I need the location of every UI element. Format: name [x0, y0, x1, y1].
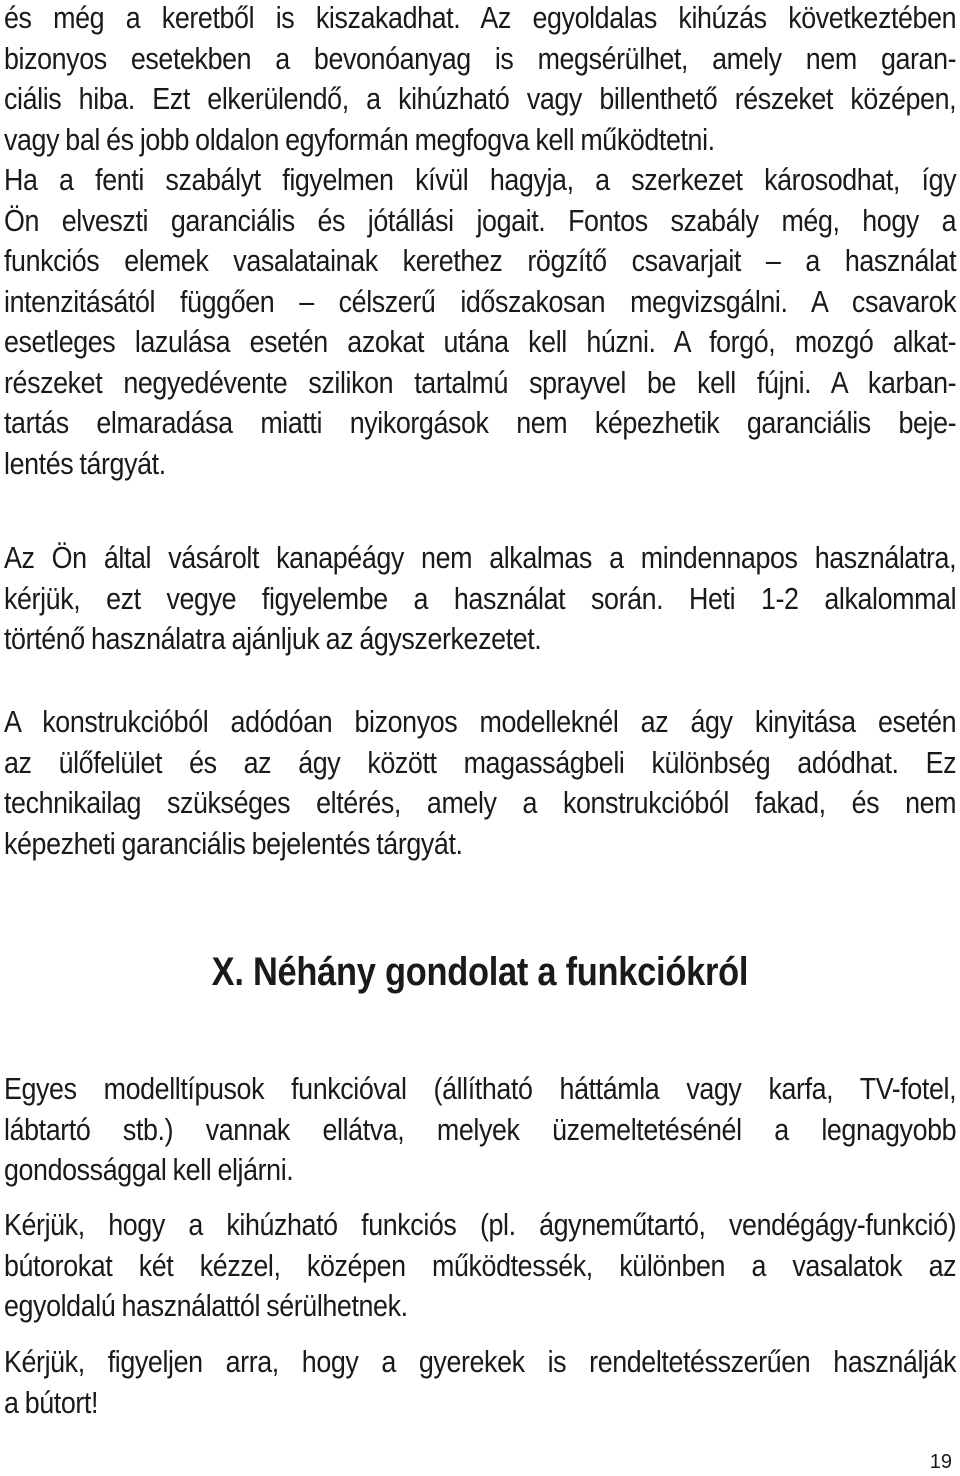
- section-heading-text: X. Néhány gondolat a funkciókról: [211, 950, 749, 994]
- text-line: a bútort!: [4, 1385, 99, 1420]
- text-line: Ha a fenti szabályt figyelmen kívül hagyja, a szerkezet károsodhat, így: [4, 163, 957, 197]
- text-line: tartás elmaradása miatti nyikorgások nem képezhetik garanciális beje-: [4, 406, 957, 440]
- text-line: Egyes modelltípusok funkcióval (állítható háttámla vagy karfa, TV-fotel,: [4, 1072, 957, 1106]
- text-line: funkciós elemek vasalatainak kerethez rögzítő csavarjait – a használat: [4, 244, 957, 278]
- text-line: technikailag szükséges eltérés, amely a konstrukcióból fakad, és nem: [4, 786, 957, 820]
- text-line: lábtartó stb.) vannak ellátva, melyek üzemeltetésénél a legnagyobb: [4, 1112, 957, 1147]
- paragraph-kanapeagy-hasznalat: [4, 538, 956, 660]
- text-line: Ön elveszti garanciális és jótállási jogait. Fontos szabály még, hogy a: [4, 203, 957, 238]
- text-line: intenzitásától függően – célszerű időszakosan megvizsgálni. A csavarok: [4, 284, 957, 319]
- text-line: gondossággal kell eljárni.: [4, 1153, 294, 1187]
- text-line: Kérjük, figyeljen arra, hogy a gyerekek is rendeltetésszerűen használják: [4, 1345, 957, 1379]
- text-line: vagy bal és jobb oldalon egyformán megfogva kell működtetni.: [4, 122, 715, 157]
- section-heading: [4, 945, 956, 999]
- text-line: lentés tárgyát.: [4, 446, 166, 481]
- text-line: részeket negyedévente szilikon tartalmú sprayvel be kell fújni. A karban-: [4, 365, 957, 400]
- paragraph-gyerekek: [4, 1342, 956, 1423]
- text-line: esetleges lazulása esetén azokat utána kell húzni. A forgó, mozgó alkat-: [4, 325, 957, 359]
- text-line: ciális hiba. Ezt elkerülendő, a kihúzható vagy billenthető részeket középen,: [4, 82, 957, 116]
- text-line: bútorokat két kézzel, középen működtessék, különben a vasalatok az: [4, 1248, 957, 1283]
- text-line: és még a keretből is kiszakadhat. Az egyoldalas kihúzás következtében: [4, 1, 957, 35]
- text-line: A konstrukcióból adódóan bizonyos modelleknél az ágy kinyitása esetén: [4, 705, 957, 739]
- text-line: Kérjük, hogy a kihúzható funkciós (pl. ágyneműtartó, vendégágy-funkció): [4, 1208, 957, 1242]
- text-line: képezheti garanciális bejelentés tárgyát.: [4, 826, 463, 861]
- text-line: egyoldalú használattól sérülhetnek.: [4, 1289, 408, 1323]
- text-line: bizonyos esetekben a bevonóanyag is megsérülhet, amely nem garan-: [4, 41, 957, 76]
- text-line: kérjük, ezt vegye figyelembe a használat során. Heti 1-2 alkalommal: [4, 581, 957, 616]
- text-line: az ülőfelület és az ágy között magasságbeli különbség adódhat. Ez: [4, 745, 957, 780]
- page-number: 19: [929, 1451, 952, 1473]
- text-line: történő használatra ajánljuk az ágyszerkezetet.: [4, 622, 542, 656]
- paragraph-kihuzhato-funkcio: [4, 1205, 956, 1327]
- paragraph-magassagbeli-kulonbseg: [4, 702, 956, 864]
- paragraph-funkcios-modellek: [4, 1069, 956, 1191]
- paragraph-keret-kiszakadas: [4, 0, 956, 484]
- text-line: Az Ön által vásárolt kanapéágy nem alkalmas a mindennapos használatra,: [4, 541, 957, 575]
